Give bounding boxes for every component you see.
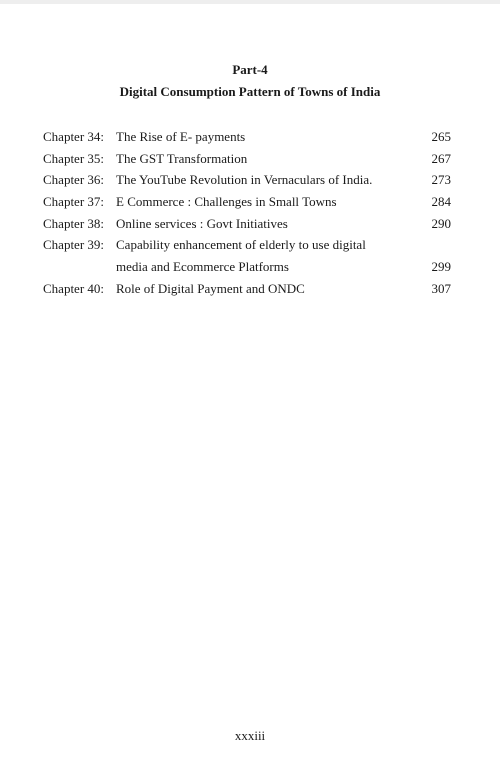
toc-chapter-number: Chapter 36: [43, 172, 105, 188]
toc-page-number: 267 [431, 150, 451, 166]
toc-chapter-title: The YouTube Revolution in Vernaculars of India. [116, 172, 373, 188]
toc-entry [43, 148, 451, 170]
toc-chapter-number: Chapter 35: [43, 150, 105, 166]
toc-entry [43, 213, 451, 235]
toc-entry [43, 278, 451, 300]
toc-chapter-number: Chapter 39: [43, 237, 105, 253]
toc-page-number: 299 [431, 259, 451, 275]
toc-chapter-number: Chapter 40: [43, 280, 105, 296]
toc-chapter-title: Role of Digital Payment and ONDC [116, 280, 305, 296]
part-heading: Part-4 [232, 62, 268, 77]
page-top-edge [0, 0, 500, 4]
toc-chapter-number: Chapter 34: [43, 129, 105, 144]
toc-page-number: 307 [431, 280, 451, 296]
part-title: Digital Consumption Pattern of Towns of India [119, 84, 381, 99]
toc-chapter-number: Chapter 38: [43, 215, 105, 231]
toc-page-number: 284 [431, 194, 451, 210]
toc-page-number: 273 [431, 172, 451, 188]
toc-entry-continuation [43, 256, 451, 278]
toc-chapter-number: Chapter 37: [43, 194, 105, 210]
toc-chapter-title: E Commerce : Challenges in Small Towns [116, 194, 337, 210]
toc-entry [43, 169, 451, 191]
toc-page-number: 290 [431, 215, 451, 231]
toc-chapter-title: Online services : Govt Initiatives [116, 215, 288, 231]
table-of-contents [43, 126, 451, 300]
toc-entry [43, 234, 451, 256]
toc-chapter-title: Capability enhancement of elderly to use digital [116, 237, 366, 253]
page-number: xxxiii [234, 728, 266, 743]
toc-page-number: 265 [431, 129, 451, 144]
toc-entry [43, 191, 451, 213]
toc-entry [43, 126, 451, 148]
toc-chapter-title: media and Ecommerce Platforms [116, 259, 289, 275]
toc-chapter-title: The Rise of E- payments [116, 129, 246, 144]
toc-chapter-title: The GST Transformation [116, 150, 248, 166]
